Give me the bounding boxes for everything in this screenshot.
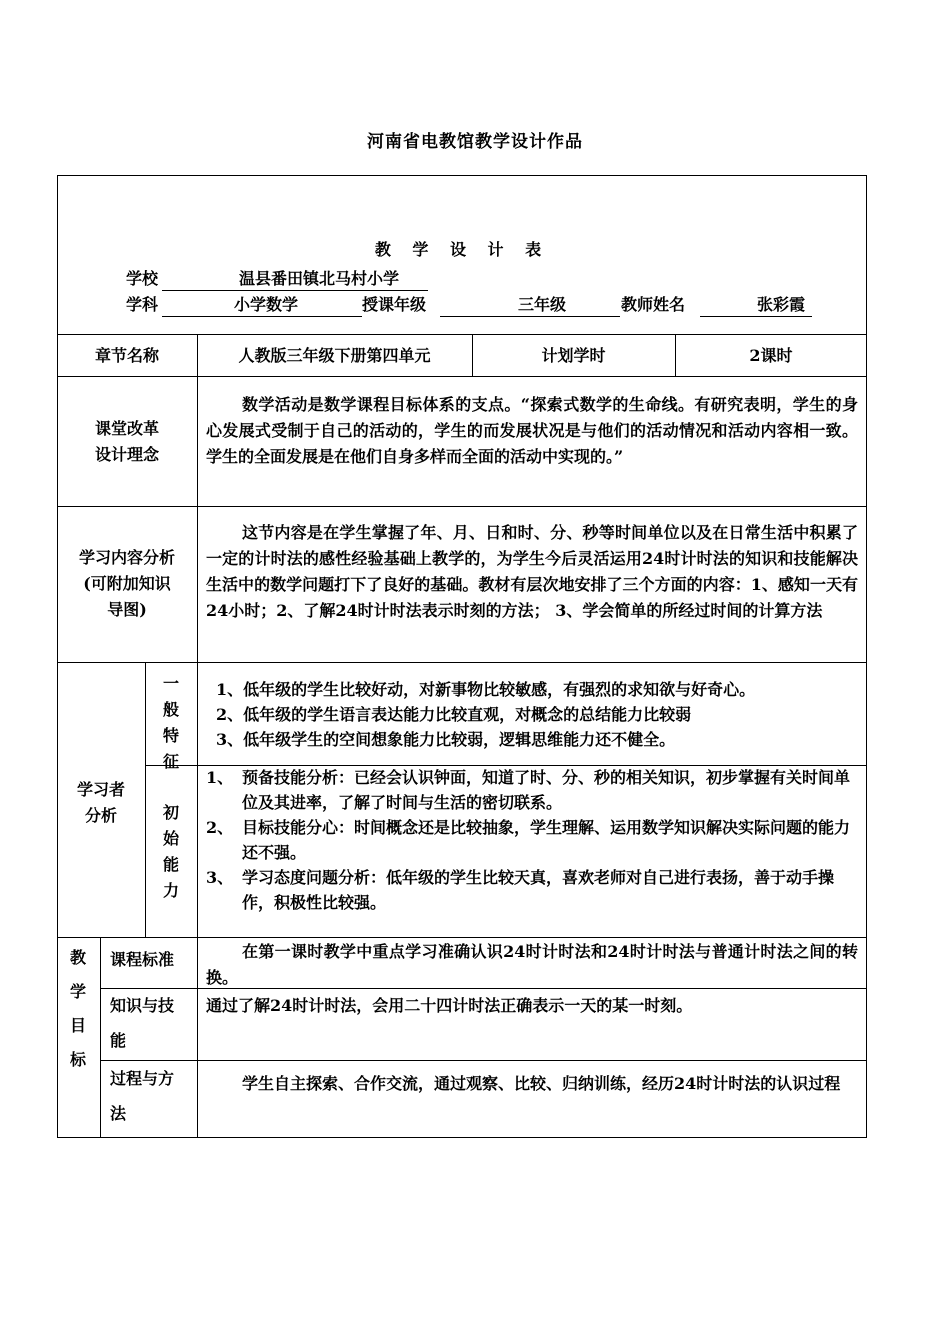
reform-label-line2: 设计理念 (94, 445, 159, 464)
initial-items (206, 765, 861, 915)
grade-value: 三年级 (518, 295, 567, 314)
objectives-label: 教 学 目 标 (69, 948, 86, 1069)
grade-label: 授课年级 (362, 295, 427, 314)
column-divider (197, 334, 198, 937)
form-title: 教 学 设 计 表 (374, 240, 550, 259)
hours-value: 2课时 (749, 346, 793, 365)
process-label-line2: 法 (110, 1104, 127, 1123)
list-item: 1、 预备技能分析：已经会认识钟面，知道了时、分、秒的相关知识，初步掌握有关时间单位及其进率，了解了时间与生活的密切联系。 (206, 768, 851, 812)
learner-label-line1: 学习者 (76, 780, 125, 799)
row-divider (57, 376, 867, 377)
subject-value: 小学数学 (234, 295, 299, 314)
content-label-line2: (可附加知识 (83, 574, 171, 593)
content-label-line1: 学习内容分析 (78, 548, 175, 567)
row-divider (57, 506, 867, 507)
list-item: 2、 目标技能分心：时间概念还是比较抽象，学生理解、运用数学知识解决实际问题的能力还不强。 (206, 818, 851, 862)
teacher-value: 张彩霞 (757, 295, 806, 314)
subject-label: 学科 (126, 295, 159, 314)
list-item: 2、低年级的学生语言表达能力比较直观，对概念的总结能力比较弱 (216, 705, 692, 724)
hours-label: 计划学时 (541, 346, 606, 365)
process-label-line1: 过程与方 (110, 1069, 175, 1088)
teacher-label: 教师姓名 (621, 295, 686, 314)
knowledge-label-line2: 能 (110, 1031, 127, 1050)
general-items (216, 677, 861, 752)
content-label-line3: 导图) (107, 600, 147, 619)
row-divider (100, 1060, 867, 1061)
initial-label: 初 始 能 力 (162, 803, 179, 900)
chapter-value: 人教版三年级下册第四单元 (238, 346, 431, 365)
list-item: 3、 学习态度问题分析：低年级的学生比较天真，喜欢老师对自己进行表扬，善于动手操作，积极性比较强。 (206, 868, 835, 912)
school-underline (162, 290, 428, 291)
column-divider (197, 937, 198, 1138)
knowledge-label-line1: 知识与技 (110, 996, 175, 1015)
column-divider (100, 937, 101, 1138)
list-item: 1、低年级的学生比较好动，对新事物比较敏感，有强烈的求知欲与好奇心。 (216, 680, 756, 699)
learner-label-line2: 分析 (84, 806, 117, 825)
content-text: 这节内容是在学生掌握了年、月、日和时、分、秒等时间单位以及在日常生活中积累了一定的计时法的感性经验基础上教学的，为学生今后灵活运用24时计时法的知识和技能解决生活中的数学问题打下了良好的基础。教材有层次地安排了三个方面的内容：1、感知一天有24小时；2、了解24时计时法表示时刻的方法； 3、学会简单的所经过时间的计算方法 (206, 523, 858, 620)
column-divider (145, 662, 146, 937)
school-value: 温县番田镇北马村小学 (239, 269, 400, 288)
general-label: 一 般 特 征 (162, 674, 179, 771)
document-title: 河南省电教馆教学设计作品 (367, 132, 583, 152)
reform-text: 数学活动是数学课程目标体系的支点。“探索式数学的生命线。有研究表明，学生的身心发展式受制于自己的活动的，学生的而发展状况是与他们的活动情况和活动内容相一致。学生的全面发展是在他们自身多样而全面的活动中实现的。” (206, 395, 858, 466)
list-item: 3、低年级学生的空间想象能力比较弱，逻辑思维能力还不健全。 (216, 730, 676, 749)
process-text: 学生自主探索、合作交流，通过观察、比较、归纳训练，经历24时计时法的认识过程 (242, 1074, 841, 1093)
standard-label: 课程标准 (110, 950, 175, 969)
standard-text: 在第一课时教学中重点学习准确认识24时计时法和24时计时法与普通计时法之间的转换。 (206, 942, 858, 987)
chapter-label: 章节名称 (94, 346, 159, 365)
school-label: 学校 (126, 269, 159, 288)
knowledge-text: 通过了解24时计时法，会用二十四计时法正确表示一天的某一时刻。 (206, 996, 693, 1015)
row-divider (57, 662, 867, 663)
reform-label-line1: 课堂改革 (94, 419, 159, 438)
row-divider (57, 334, 867, 335)
row-divider (57, 937, 867, 938)
